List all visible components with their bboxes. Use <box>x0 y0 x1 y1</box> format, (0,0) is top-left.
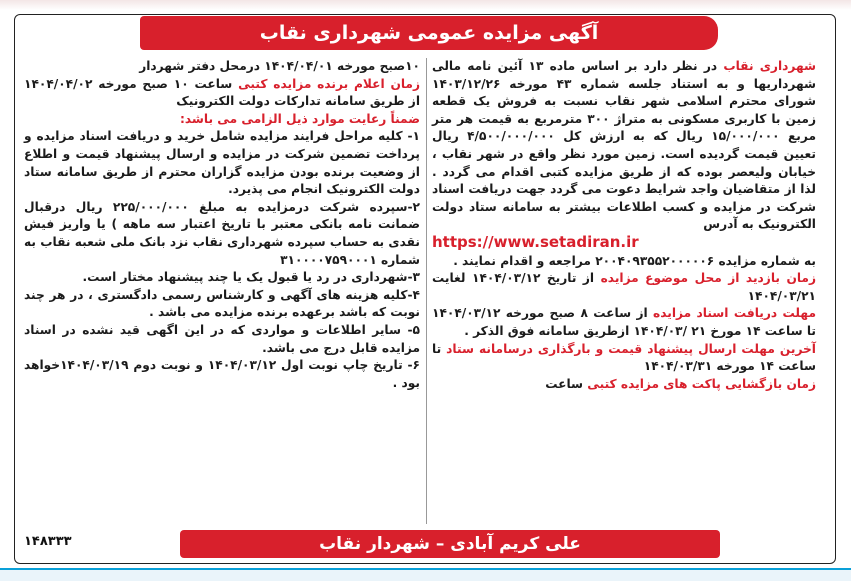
paragraph-label: زمان بازگشایی پاکت های مزایده کتبی <box>587 376 816 391</box>
mayor-signature-line: علی کریم آبادی – شهردار نقاب <box>319 534 581 554</box>
condition-item <box>24 269 420 287</box>
top-strip <box>0 0 851 10</box>
paragraph-opening-time <box>432 376 816 394</box>
paragraph-label: آخرین مهلت ارسال پیشنهاد قیمت و بارگذاری درسامانه ستاد <box>446 341 816 356</box>
right-column <box>432 58 816 393</box>
ad-title: آگهی مزایده عمومی شهرداری نقاب <box>259 22 599 44</box>
paragraph-text: ساعت ۱۰ صبح مورخه ۱۴۰۴/۰۴/۰۲ از طریق سامانه تدارکات دولت الکترونیک <box>24 76 420 109</box>
condition-item <box>24 357 420 392</box>
paragraph-visit-time <box>432 270 816 305</box>
condition-item <box>24 287 420 322</box>
paragraph-text: ۲-سپرده شرکت درمزایده به مبلغ ۲۲۵/۰۰۰/۰۰۰ ریال درقبال ضمانت نامه بانکی معتبر با تاریخ اعتبار سه ماهه ) یا واریز فیش نقدی به حساب سپرده شهرداری نقاب نزد بانک ملی شعبه نقاب به شماره ۳۱۰۰۰۰۷۵۹۰۰۰۱ <box>24 199 420 267</box>
paragraph-docs-deadline <box>432 305 816 340</box>
paragraph-intro <box>432 58 816 234</box>
paragraph-text: ۵- سایر اطلاعات و مواردی که در این اگهی قید نشده در اسناد مزایده قابل درج می باشد. <box>24 322 420 355</box>
ad-number: ۱۴۸۳۳۳ <box>24 534 72 549</box>
paragraph-text: از تاریخ ۱۴۰۴/۰۳/۱۲ لغایت ۱۴۰۴/۰۳/۲۱ <box>432 271 816 303</box>
setad-url-link[interactable]: https://www.setadiran.ir <box>432 232 639 251</box>
paragraph-label: زمان اعلام برنده مزایده کتبی <box>238 76 420 91</box>
paragraph-text: در نظر دارد بر اساس ماده ۱۳ آئین نامه مالی شهرداریها و به استناد جلسه شماره ۴۳ مورخه ۱۴۰۳/۱۲/۲۶ شورای محترم اسلامی شهر نقاب نسبت به فروش یک قطعه زمین با کاربری مسکونی به متراژ ۳۰۰ مترمربع به قیمت هر متر مربع ۱۵/۰۰۰/۰۰۰ ریال که به ارزش کل ۴/۵۰۰/۰۰۰/۰۰۰ ریال تعیین قیمت گردیده است. زمین مورد نظر واقع در شهر نقاب ، خیابان ولیعصر بوده که از طریق مزایده کتبی اقدام می گردد . لذا از متقاضیان واجد شرایط دعوت می گردد جهت دریافت اسناد شرکت در مزایده و کسب اطلاعات بیشتر به سامانه ستاد دولت الکترونیک به آدرس <box>432 59 816 232</box>
condition-item <box>24 199 420 269</box>
footer-banner <box>180 530 720 558</box>
paragraph-auction-number <box>432 253 816 271</box>
paragraph-winner-announcement <box>24 76 420 111</box>
paragraph-text: ۳-شهرداری در رد یا قبول یک یا چند پیشنهاد مختار است. <box>82 270 420 285</box>
left-column <box>24 58 420 392</box>
bottom-band <box>0 568 851 581</box>
paragraph-text: ساعت <box>545 376 588 391</box>
url-line <box>432 234 816 253</box>
column-divider <box>426 58 427 524</box>
paragraph-text: تا ساعت ۱۴ مورخه ۱۴۰۴/۰۳/۳۱ <box>432 341 816 374</box>
paragraph-label: مهلت دریافت اسناد مزایده <box>653 306 816 321</box>
condition-item <box>24 128 420 198</box>
paragraph-text: ۱- کلیه مراحل فرایند مزایده شامل خرید و دریافت اسناد مزایده و پرداخت تضمین شرکت در مزایده و ارسال پیشنهاد قیمت و اطلاع از وضعیت برنده بودن مزایده گزاران محترم از طریق سامانه ستاد دولت الکترونیک انجام می پذیرد. <box>24 129 420 197</box>
paragraph-label: ضمناً رعایت موارد ذیل الزامی می باشد: <box>179 111 420 126</box>
paragraph-text: به شماره مزایده ۲۰۰۴۰۹۳۵۵۲۰۰۰۰۰۶ مراجعه و اقدام نمایند . <box>453 253 816 268</box>
paragraph-requirements-heading <box>24 111 420 129</box>
paragraph-label: زمان بازدید از محل موضوع مزایده <box>600 271 816 286</box>
paragraph-text: ۱۰صبح مورخه ۱۴۰۴/۰۴/۰۱ درمحل دفتر شهردار <box>139 59 420 73</box>
paragraph-text: از ساعت ۸ صبح مورخه ۱۴۰۴/۰۳/۱۲ تا ساعت ۱۴ مورخ ۲۱ /۱۴۰۴/۰۳ ازطریق سامانه فوق الذکر . <box>432 306 816 338</box>
paragraph-text: ۶- تاریخ چاپ نوبت اول ۱۴۰۴/۰۳/۱۲ و نوبت دوم ۱۴۰۴/۰۳/۱۹خواهد بود . <box>24 358 420 390</box>
paragraph-text: ۴-کلیه هزینه های آگهی و کارشناس رسمی دادگستری ، در هر چند نوبت که باشد برعهده برنده مزایده می باشد . <box>24 287 420 320</box>
paragraph-offer-deadline <box>432 341 816 376</box>
condition-item <box>24 322 420 357</box>
paragraph-opening-place <box>24 58 420 76</box>
title-banner <box>140 16 718 50</box>
paragraph-label: شهرداری نقاب <box>723 59 816 73</box>
